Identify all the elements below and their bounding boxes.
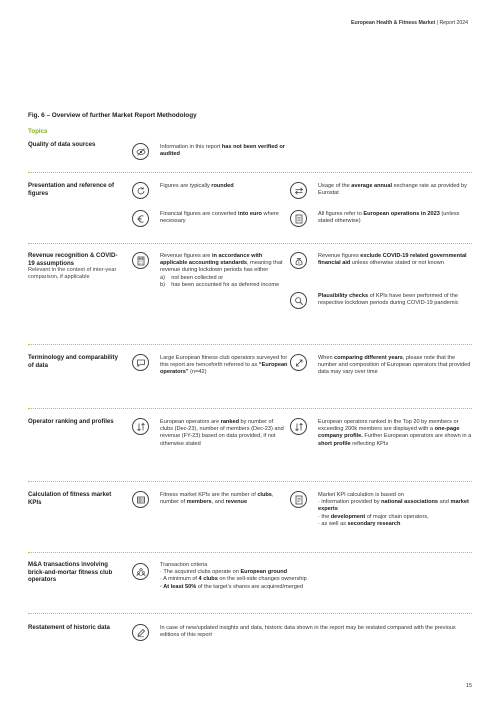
operations-text: All figures refer to European operations in 2023 (unless stated otherwise) bbox=[318, 211, 460, 225]
divider bbox=[28, 172, 472, 173]
no-verify-icon bbox=[132, 143, 149, 160]
row-restatement bbox=[28, 624, 472, 648]
svg-text:€: € bbox=[297, 260, 300, 265]
row-title: Quality of data sources bbox=[28, 141, 96, 148]
profile-text: European operators ranked in the Top 20 by members or exceeding 200k members are displayed with a one-page company profile. Further European operators are shown in a short profile reflecting KPIs bbox=[318, 419, 472, 447]
row-title: Revenue recognition & COVID-19 assumptions Relevant in the context of inter-year comparison, if applicable bbox=[28, 252, 120, 281]
covid-aid-text: Revenue figures exclude COVID-19 related governmental financial aid unless otherwise stated or not known bbox=[318, 253, 467, 267]
magnify-icon bbox=[290, 292, 307, 309]
money-bag-icon bbox=[290, 252, 307, 269]
row-ma bbox=[28, 561, 472, 605]
calculation-icon bbox=[290, 491, 307, 508]
row-title: Restatement of historic data bbox=[28, 624, 110, 631]
ranking-text: European operators are ranked by number of clubs (Dec-23), number of members (Dec-23) and revenue (FY-23) based on data provided, if not otherwise stated bbox=[160, 419, 284, 447]
edit-icon bbox=[132, 624, 149, 641]
comparability-text: When comparing different years, please note that the number and composition of European operators that provided data may vary over time bbox=[318, 355, 471, 376]
row-title: Calculation of fitness market KPIs bbox=[28, 491, 112, 506]
kpi-text: Fitness market KPIs are the number of clubs, number of members, and revenue bbox=[160, 492, 274, 506]
row-presentation bbox=[28, 182, 472, 238]
kpi-basis-text: Market KPI calculation is based on · information provided by national associations and market experts · the development of major chain operators, · as well as secondary research bbox=[318, 492, 469, 527]
refresh-icon bbox=[132, 182, 149, 199]
plausibility-text: Plausibility checks of KPIs have been performed of the respective lockdown periods during COVID-19 pandemic bbox=[318, 293, 459, 307]
rounded-text: Figures are typically rounded bbox=[160, 183, 234, 189]
row-calculation bbox=[28, 491, 472, 537]
row-title: Presentation and reference of figures bbox=[28, 182, 115, 197]
row-revenue bbox=[28, 252, 472, 338]
row-title: Operator ranking and profiles bbox=[28, 418, 114, 425]
divider bbox=[28, 613, 472, 614]
transaction-criteria-text: Transaction criteria · The acquired clubs operate on European ground · A minimum of 4 clubs on the sell-side changes ownership · At least 50% of the target’s shares are acquired/merged bbox=[160, 562, 307, 590]
page-header: European Health & Fitness Market | Report 2024 bbox=[351, 20, 468, 26]
document-icon bbox=[290, 210, 307, 227]
accounting-icon bbox=[132, 252, 149, 269]
row-subtitle: Relevant in the context of inter-year comparison, if applicable bbox=[28, 267, 117, 281]
exchange-text: Usage of the average annual exchange rate as provided by Eurostat bbox=[318, 183, 467, 197]
quality-text: Information in this report has not been verified or audited bbox=[160, 144, 285, 158]
divider bbox=[28, 552, 472, 553]
chat-icon bbox=[132, 354, 149, 371]
euro-icon bbox=[132, 210, 149, 227]
page-number: 15 bbox=[466, 683, 472, 689]
row-ranking bbox=[28, 418, 472, 476]
divider bbox=[28, 243, 472, 244]
euro-text: Financial figures are converted into euro where necessary bbox=[160, 211, 279, 225]
divider bbox=[28, 408, 472, 409]
kpi-table-icon bbox=[132, 491, 149, 508]
rank-icon bbox=[290, 418, 307, 435]
row-title: M&A transactions involving brick-and-mortar fitness club operators bbox=[28, 561, 113, 584]
people-group-icon bbox=[132, 563, 149, 580]
row-terminology bbox=[28, 354, 472, 404]
accounting-text: Revenue figures are in accordance with applicable accounting standards, meaning that revenue during lockdown periods has either a) not been collected or b) has been accounted for as deferred income bbox=[160, 253, 283, 288]
exchange-icon bbox=[290, 182, 307, 199]
row-quality bbox=[28, 141, 472, 171]
compare-arrows-icon bbox=[290, 354, 307, 371]
rank-icon bbox=[132, 418, 149, 435]
restatement-text: In case of new/updated insights and data, historic data shown in the report may be restated compared with the previous editions of this report bbox=[160, 625, 456, 639]
row-title: Terminology and comparability of data bbox=[28, 354, 118, 369]
figure-title: Fig. 6 – Overview of further Market Report Methodology bbox=[28, 112, 197, 119]
divider bbox=[28, 481, 472, 482]
divider bbox=[28, 344, 472, 345]
topics-label: Topics bbox=[28, 128, 48, 135]
operators-definition-text: Large European fitness club operators surveyed for this report are henceforth referred to as “European operators” (n=42) bbox=[160, 355, 288, 376]
